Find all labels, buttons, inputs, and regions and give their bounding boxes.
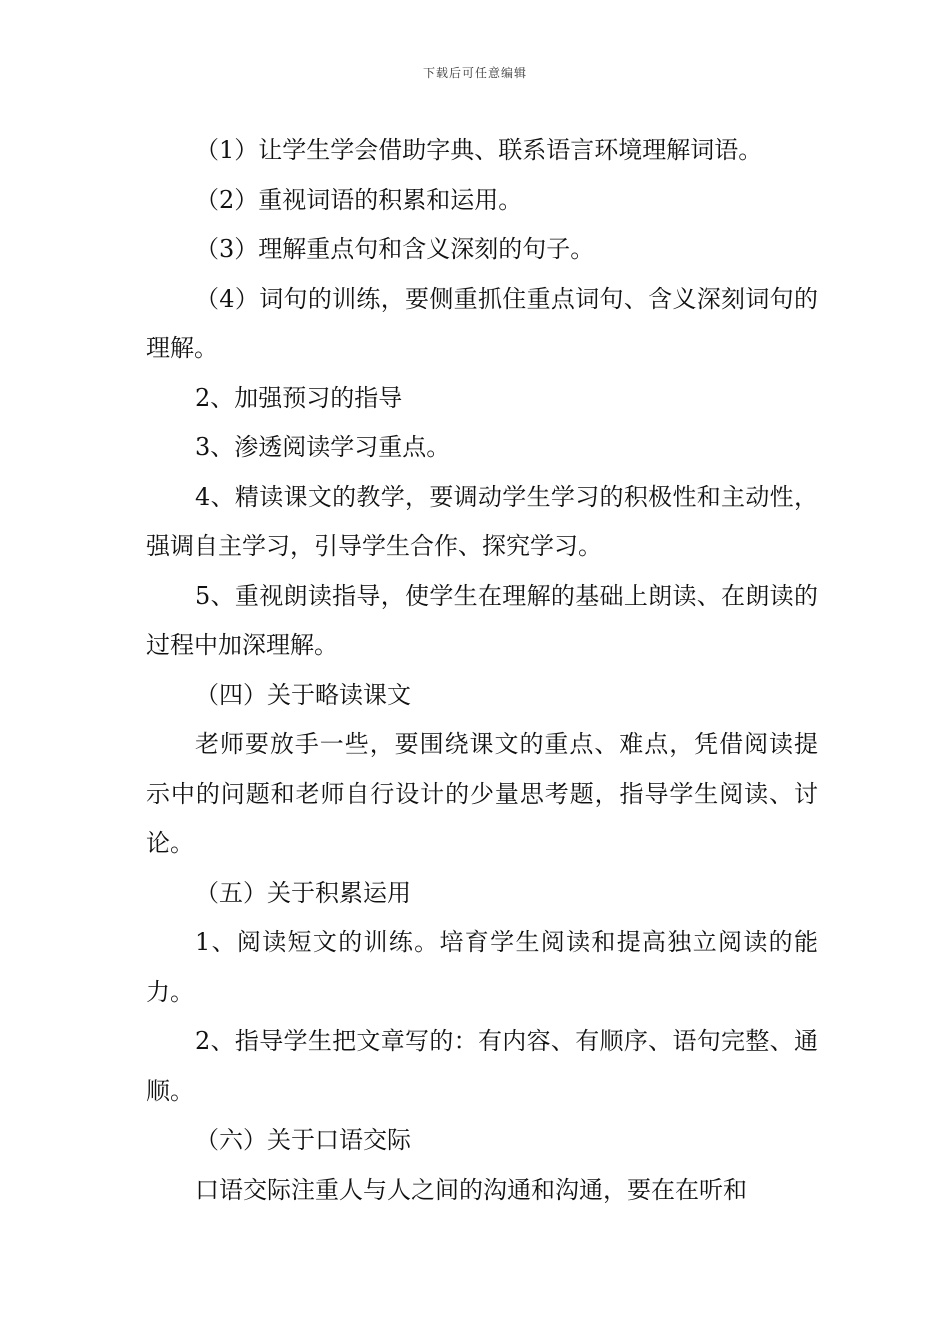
section-heading-6: （六）关于口语交际 <box>195 1126 411 1154</box>
paragraph-7: 4、精读课文的教学，要调动学生学习的积极性和主动性，强调自主学习，引导学生合作、探究学习。 <box>146 482 818 560</box>
paragraph-4: （4）词句的训练，要侧重抓住重点词句、含义深刻词句的理解。 <box>146 284 818 362</box>
paragraph-10: 1、阅读短文的训练。培育学生阅读和提高独立阅读的能力。 <box>146 928 818 1006</box>
paragraph-6: 3、渗透阅读学习重点。 <box>195 433 451 461</box>
page-header-note: 下载后可任意编辑 <box>422 66 527 80</box>
section-heading-5: （五）关于积累运用 <box>195 878 411 907</box>
section-heading-4: （四）关于略读课文 <box>195 680 411 709</box>
paragraph-9: 老师要放手一些，要围绕课文的重点、难点，凭借阅读提示中的问题和老师自行设计的少量思考题，指导学生阅读、讨论。 <box>146 730 818 857</box>
document-body <box>146 126 818 1215</box>
paragraph-1: （1）让学生学会借助字典、联系语言环境理解词语。 <box>195 136 763 164</box>
paragraph-11: 2、指导学生把文章写的：有内容、有顺序、语句完整、通顺。 <box>146 1027 818 1105</box>
paragraph-3: （3）理解重点句和含义深刻的句子。 <box>195 235 595 263</box>
paragraph-8: 5、重视朗读指导，使学生在理解的基础上朗读、在朗读的过程中加深理解。 <box>146 581 818 659</box>
paragraph-5: 2、加强预习的指导 <box>195 383 403 412</box>
paragraph-2: （2）重视词语的积累和运用。 <box>195 185 523 214</box>
paragraph-12: 口语交际注重人与人之间的沟通和沟通，要在在听和 <box>195 1175 747 1204</box>
